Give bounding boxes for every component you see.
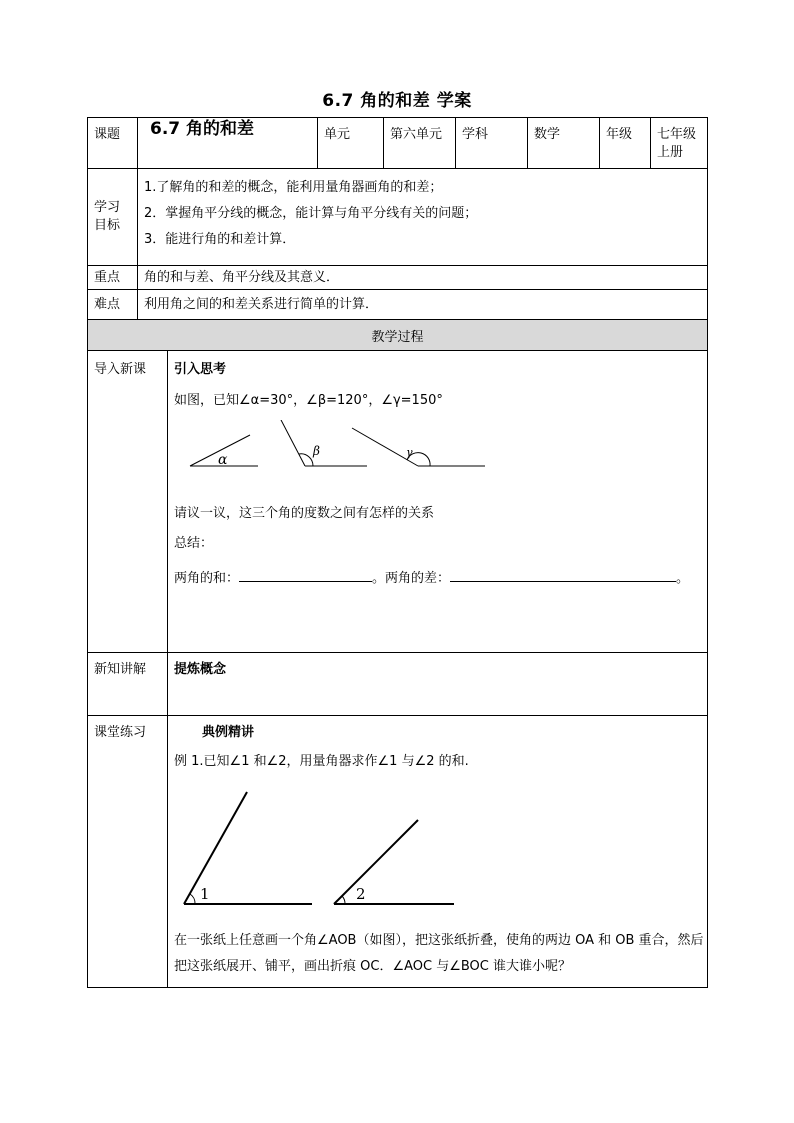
key-point-label: 重点 — [94, 269, 121, 285]
unit-label-cell — [318, 118, 384, 169]
sum-blank — [239, 567, 372, 582]
sum-diff-line — [174, 567, 689, 588]
subject-value-cell — [528, 118, 600, 169]
goal-item-1: 1.了解角的和差的概念，能利用量角器画角的和差； — [144, 180, 443, 195]
topic-label-cell — [88, 118, 138, 169]
intro-heading: 引入思考 — [174, 362, 227, 377]
alpha-angle — [190, 435, 258, 468]
practice-cell — [168, 716, 708, 988]
new-knowledge-heading: 提炼概念 — [174, 662, 227, 677]
subject-value: 数学 — [534, 127, 561, 142]
unit-value: 第六单元 — [390, 127, 443, 142]
difficulty-text: 利用角之间的和差关系进行简单的计算． — [144, 296, 379, 312]
page-title: 6.7 角的和差 学案 — [322, 91, 472, 111]
key-point-cell — [138, 266, 708, 290]
process-title: 教学过程 — [371, 329, 424, 345]
angle-figures — [182, 420, 512, 480]
key-point-text: 角的和与差、角平分线及其意义． — [144, 269, 340, 285]
practice-heading: 典例精讲 — [202, 725, 255, 740]
angle-1 — [184, 792, 312, 904]
unit-label: 单元 — [324, 127, 351, 142]
practice-label: 课堂练习 — [94, 725, 147, 740]
new-knowledge-label: 新知讲解 — [94, 662, 147, 677]
beta-label: β — [313, 444, 320, 458]
subject-label-cell — [456, 118, 528, 169]
practice-label-cell — [88, 716, 168, 988]
intro-given: 如图，已知∠α=30°，∠β=120°，∠γ=150° — [174, 393, 443, 408]
subject-label: 学科 — [462, 127, 489, 142]
grade-label-cell — [600, 118, 651, 169]
intro-question: 请议一议，这三个角的度数之间有怎样的关系 — [174, 506, 435, 521]
new-knowledge-label-cell — [88, 653, 168, 716]
intro-label-cell — [88, 351, 168, 653]
beta-angle — [280, 420, 367, 466]
goal-item-3: 3．能进行角的和差计算． — [144, 232, 296, 247]
goals-label-cell — [88, 169, 138, 266]
key-point-label-cell — [88, 266, 138, 290]
angle-2 — [334, 820, 454, 904]
topic-label: 课题 — [94, 127, 121, 142]
process-header-cell — [88, 320, 708, 351]
grade-value: 七年级上册 — [657, 127, 697, 160]
fold-paragraph-line-2: 把这张纸展开、铺平，画出折痕 OC．∠AOC 与∠BOC 谁大谁小呢？ — [174, 959, 571, 974]
angle-2-label: 2 — [356, 885, 366, 903]
diff-blank — [450, 567, 676, 582]
difficulty-cell — [138, 290, 708, 320]
grade-label: 年级 — [606, 127, 633, 142]
end-mark: 。 — [676, 571, 690, 586]
intro-summary: 总结： — [174, 536, 214, 551]
difficulty-label: 难点 — [94, 296, 121, 312]
topic-value-cell — [138, 118, 318, 169]
lesson-plan-table — [87, 117, 708, 988]
diff-label: 。两角的差： — [372, 571, 451, 586]
goals-label: 学习目标 — [94, 200, 121, 233]
alpha-label: α — [218, 452, 228, 468]
intro-label: 导入新课 — [94, 362, 147, 377]
unit-value-cell — [384, 118, 456, 169]
goals-content-cell — [138, 169, 708, 266]
goal-item-2: 2．掌握角平分线的概念，能计算与角平分线有关的问题； — [144, 206, 478, 221]
difficulty-label-cell — [88, 290, 138, 320]
example-1: 例 1.已知∠1 和∠2，用量角器求作∠1 与∠2 的和. — [174, 754, 469, 769]
intro-content-cell — [168, 351, 708, 653]
fold-paragraph-line-1: 在一张纸上任意画一个角∠AOB（如图），把这张纸折叠，使角的两边 OA 和 OB 重合，然后 — [174, 933, 704, 948]
gamma-angle — [352, 428, 485, 466]
example-figures — [176, 784, 476, 909]
topic-value: 6.7 角的和差 — [150, 119, 255, 139]
grade-value-cell — [651, 118, 708, 169]
new-knowledge-cell — [168, 653, 708, 716]
gamma-label: γ — [406, 446, 413, 459]
fold-paragraph — [174, 928, 704, 980]
sum-label: 两角的和： — [174, 571, 240, 586]
angle-1-label: 1 — [200, 885, 210, 903]
